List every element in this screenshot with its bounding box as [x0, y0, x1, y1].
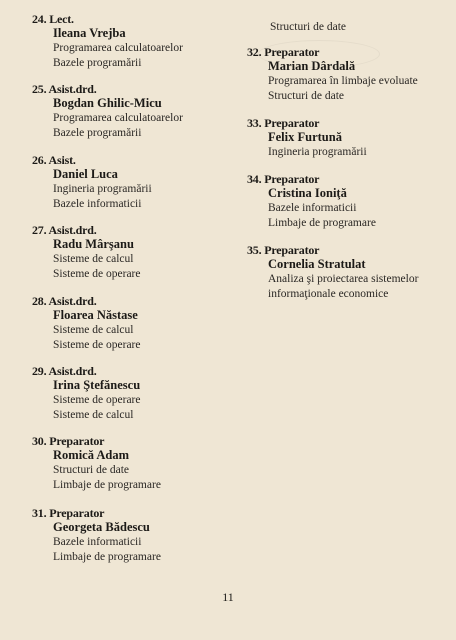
course-item: Bazele programării: [53, 127, 142, 139]
staff-title: 32. Preparator: [247, 45, 320, 59]
staff-title: 27. Asist.drd.: [32, 223, 97, 237]
course-item: Sisteme de operare: [53, 268, 141, 280]
staff-title: 26. Asist.: [32, 153, 76, 167]
staff-title: 24. Lect.: [32, 12, 74, 26]
staff-entry-26: [32, 153, 232, 212]
staff-title: 31. Preparator: [32, 506, 105, 520]
continued-course: [247, 20, 447, 35]
staff-name: Georgeta Bădescu: [53, 520, 150, 534]
page-number: 11: [222, 590, 234, 604]
staff-title: 35. Preparator: [247, 243, 320, 257]
course-item: Programarea calculatoarelor: [53, 42, 183, 54]
course-item: Bazele informaticii: [53, 536, 142, 548]
staff-entry-27: [32, 223, 232, 282]
staff-entry-24: [32, 12, 232, 71]
staff-name: Irina Ştefănescu: [53, 378, 141, 392]
course-item: informaţionale economice: [268, 288, 389, 300]
course-item: Sisteme de calcul: [53, 253, 134, 265]
course-item: Limbaje de programare: [268, 217, 376, 229]
course-item: Ingineria programării: [53, 183, 152, 195]
staff-entry-31: [32, 506, 232, 565]
staff-name: Ileana Vrejba: [53, 26, 126, 40]
course-item: Sisteme de calcul: [53, 409, 134, 421]
course-item: Structuri de date: [270, 21, 347, 33]
course-item: Structuri de date: [53, 464, 130, 476]
staff-name: Cristina Ioniţă: [268, 186, 347, 200]
staff-title: 30. Preparator: [32, 434, 105, 448]
staff-name: Felix Furtună: [268, 130, 342, 144]
staff-entry-30: [32, 434, 232, 493]
course-item: Structuri de date: [268, 90, 345, 102]
staff-name: Romică Adam: [53, 448, 130, 462]
course-item: Programarea calculatoarelor: [53, 112, 183, 124]
staff-name: Floarea Năstase: [53, 308, 138, 322]
staff-title: 25. Asist.drd.: [32, 82, 97, 96]
course-item: Analiza şi proiectarea sistemelor: [268, 273, 419, 285]
staff-entry-35: [247, 243, 447, 302]
staff-entry-28: [32, 294, 232, 353]
staff-name: Cornelia Stratulat: [268, 257, 366, 271]
staff-title: 34. Preparator: [247, 172, 320, 186]
staff-entry-32: [247, 45, 447, 104]
course-item: Bazele programării: [53, 57, 142, 69]
course-item: Limbaje de programare: [53, 479, 161, 491]
staff-title: 33. Preparator: [247, 116, 320, 130]
course-item: Ingineria programării: [268, 146, 367, 158]
course-item: Bazele informaticii: [53, 198, 142, 210]
staff-entry-34: [247, 172, 447, 231]
staff-entry-29: [32, 364, 232, 423]
course-item: Programarea în limbaje evoluate: [268, 75, 418, 87]
course-item: Limbaje de programare: [53, 551, 161, 563]
course-item: Sisteme de calcul: [53, 324, 134, 336]
staff-name: Radu Mârşanu: [53, 237, 134, 251]
staff-name: Bogdan Ghilic-Micu: [53, 96, 162, 110]
staff-entry-25: [32, 82, 232, 141]
staff-name: Marian Dârdală: [268, 59, 356, 73]
staff-name: Daniel Luca: [53, 167, 118, 181]
staff-title: 28. Asist.drd.: [32, 294, 97, 308]
course-item: Sisteme de operare: [53, 339, 141, 351]
staff-entry-33: [247, 116, 447, 160]
course-item: Sisteme de operare: [53, 394, 141, 406]
staff-title: 29. Asist.drd.: [32, 364, 97, 378]
course-item: Bazele informaticii: [268, 202, 357, 214]
